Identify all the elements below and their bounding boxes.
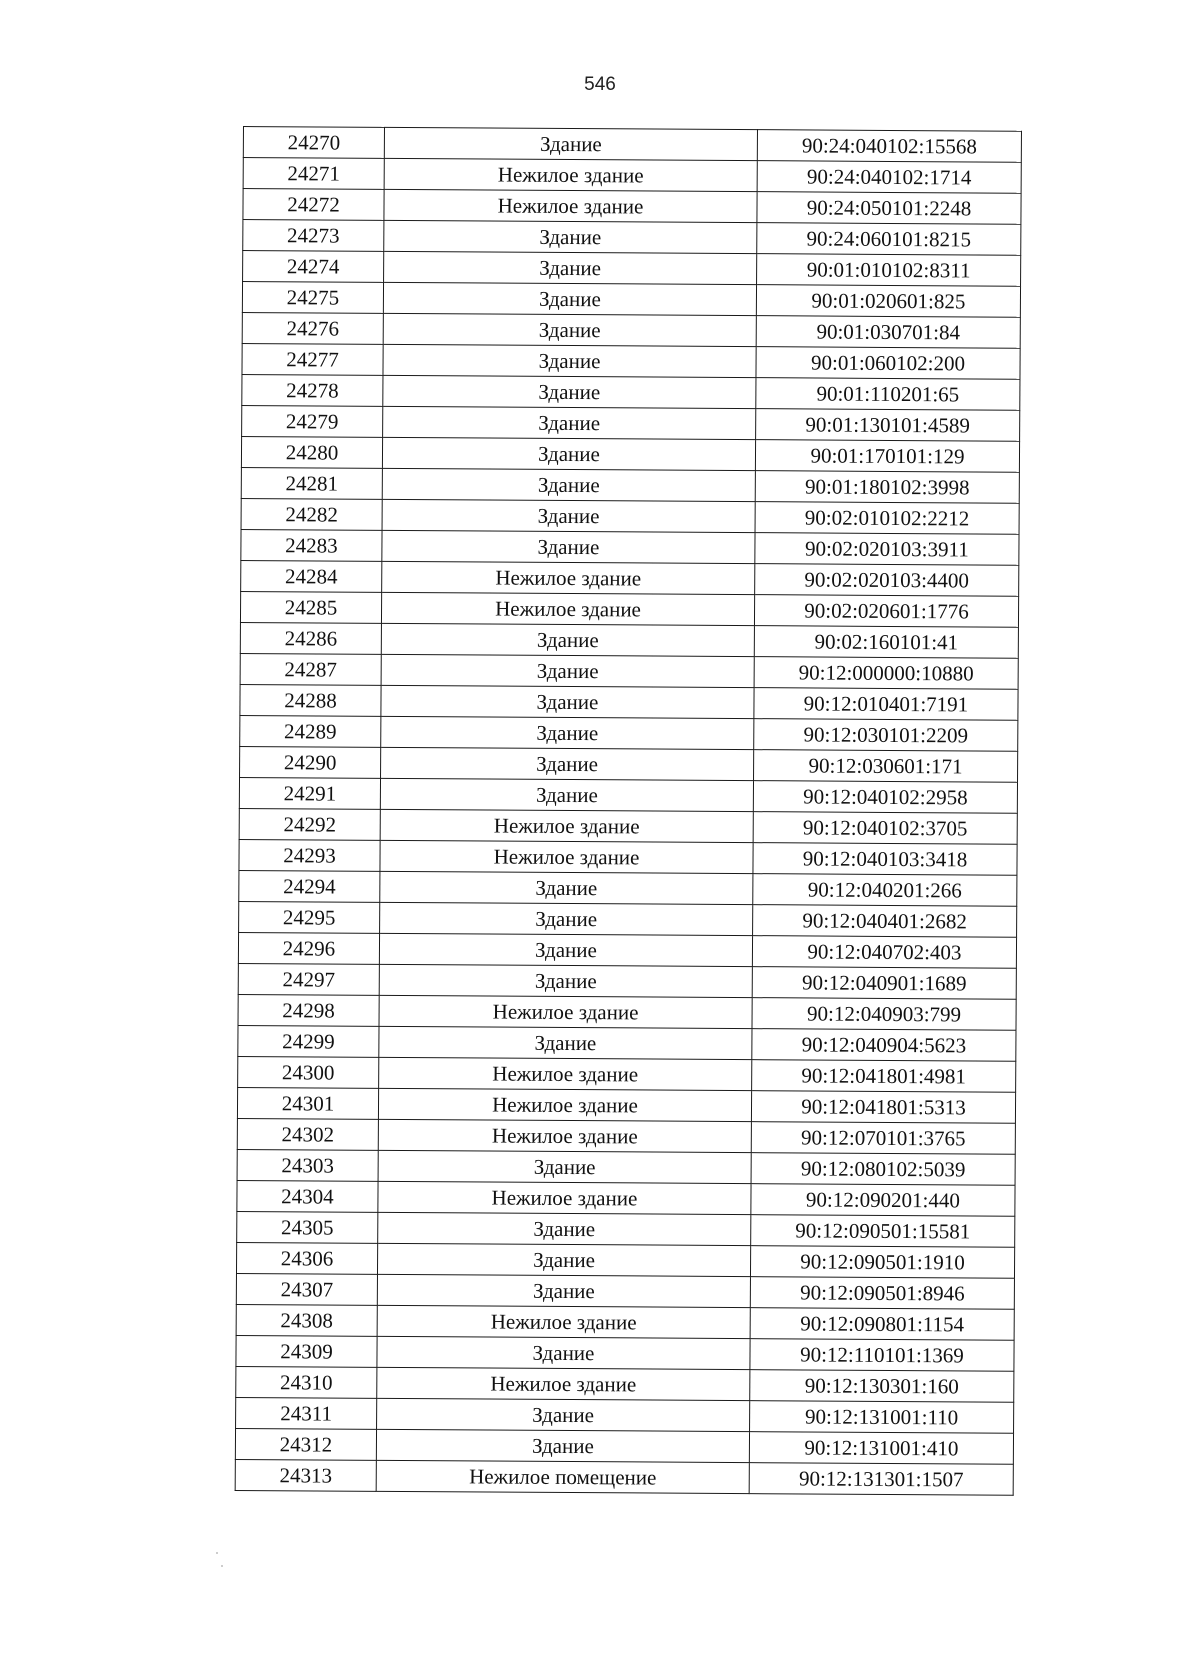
cadastral-number-cell: 90:01:180102:3998	[755, 471, 1019, 504]
table-row	[236, 1366, 1014, 1402]
table-row	[237, 1118, 1015, 1154]
object-type-cell: Здание	[381, 685, 754, 718]
table-row	[236, 1397, 1014, 1433]
cadastral-number-cell: 90:12:070101:3765	[751, 1122, 1015, 1155]
record-number-cell: 24288	[240, 684, 381, 716]
object-type-cell: Нежилое здание	[379, 1057, 752, 1090]
object-type-cell: Здание	[382, 468, 755, 501]
object-type-cell: Здание	[377, 1274, 750, 1307]
table-row	[237, 1180, 1015, 1216]
table-row	[243, 158, 1021, 194]
cadastral-number-cell: 90:01:010102:8311	[757, 254, 1021, 287]
cadastral-number-cell: 90:02:020103:3911	[755, 533, 1019, 566]
record-number-cell: 24271	[243, 158, 384, 190]
object-type-cell: Здание	[381, 716, 754, 749]
scan-speck	[221, 1565, 223, 1567]
table-row	[235, 1459, 1013, 1495]
object-type-cell: Здание	[380, 778, 753, 811]
cadastral-number-cell: 90:12:040401:2682	[753, 905, 1017, 938]
table-row	[241, 436, 1019, 472]
object-type-cell: Нежилое здание	[384, 189, 757, 222]
cadastral-number-cell: 90:12:090501:8946	[750, 1277, 1014, 1310]
object-type-cell: Здание	[382, 499, 755, 532]
cadastral-number-cell: 90:12:030101:2209	[754, 719, 1018, 752]
cadastral-number-cell: 90:02:010102:2212	[755, 502, 1019, 535]
table-row	[240, 684, 1018, 720]
table-row	[236, 1335, 1014, 1371]
table-row	[242, 312, 1020, 348]
object-type-cell: Здание	[383, 406, 756, 439]
record-number-cell: 24306	[236, 1242, 377, 1274]
cadastral-number-cell: 90:12:040201:266	[753, 874, 1017, 907]
record-number-cell: 24311	[236, 1397, 377, 1429]
table-row	[237, 1211, 1015, 1247]
cadastral-number-cell: 90:02:020601:1776	[754, 595, 1018, 628]
object-type-cell: Здание	[377, 1243, 750, 1276]
record-number-cell: 24297	[238, 963, 379, 995]
object-type-cell: Здание	[383, 282, 756, 315]
record-number-cell: 24272	[243, 189, 384, 221]
table-row	[243, 220, 1021, 256]
object-type-cell: Нежилое здание	[384, 158, 757, 191]
object-type-cell: Здание	[379, 933, 752, 966]
table-row	[241, 529, 1019, 565]
record-number-cell: 24302	[237, 1118, 378, 1150]
record-number-cell: 24270	[243, 127, 384, 159]
object-type-cell: Нежилое здание	[377, 1305, 750, 1338]
table-row	[240, 653, 1018, 689]
cadastral-number-cell: 90:12:080102:5039	[751, 1153, 1015, 1186]
record-number-cell: 24308	[236, 1304, 377, 1336]
record-number-cell: 24301	[237, 1087, 378, 1119]
record-number-cell: 24305	[237, 1211, 378, 1243]
cadastral-number-cell: 90:02:020103:4400	[755, 564, 1019, 597]
record-number-cell: 24304	[237, 1180, 378, 1212]
cadastral-number-cell: 90:12:041801:5313	[751, 1091, 1015, 1124]
record-number-cell: 24274	[243, 251, 384, 283]
table-row	[242, 374, 1020, 410]
object-type-cell: Здание	[382, 530, 755, 563]
cadastral-number-cell: 90:12:130301:160	[750, 1370, 1014, 1403]
table-row	[240, 622, 1018, 658]
table-row	[243, 127, 1021, 163]
table-row	[241, 467, 1019, 503]
table-row	[237, 1087, 1015, 1123]
object-type-cell: Здание	[377, 1336, 750, 1369]
table-row	[239, 901, 1017, 937]
cadastral-number-cell: 90:01:170101:129	[755, 440, 1019, 473]
object-type-cell: Нежилое здание	[382, 561, 755, 594]
object-type-cell: Нежилое здание	[380, 809, 753, 842]
table-row	[236, 1273, 1014, 1309]
table-row	[240, 715, 1018, 751]
cadastral-number-cell: 90:12:040904:5623	[752, 1029, 1016, 1062]
record-number-cell: 24276	[242, 312, 383, 344]
property-register-table	[235, 126, 1022, 1496]
record-number-cell: 24287	[240, 653, 381, 685]
object-type-cell: Здание	[378, 1150, 751, 1183]
record-number-cell: 24281	[241, 467, 382, 499]
object-type-cell: Нежилое здание	[380, 840, 753, 873]
record-number-cell: 24313	[235, 1459, 376, 1491]
table-row	[241, 560, 1019, 596]
record-number-cell: 24298	[238, 994, 379, 1026]
record-number-cell: 24296	[238, 932, 379, 964]
object-type-cell: Здание	[377, 1398, 750, 1431]
table-row	[238, 1025, 1016, 1061]
cadastral-number-cell: 90:24:050101:2248	[757, 192, 1021, 225]
record-number-cell: 24286	[240, 622, 381, 654]
object-type-cell: Здание	[383, 375, 756, 408]
cadastral-number-cell: 90:12:131301:1507	[749, 1463, 1013, 1496]
table-row	[242, 343, 1020, 379]
object-type-cell: Здание	[379, 964, 752, 997]
record-number-cell: 24289	[240, 715, 381, 747]
table-body	[235, 127, 1021, 1496]
record-number-cell: 24273	[243, 220, 384, 252]
record-number-cell: 24299	[238, 1025, 379, 1057]
table-row	[236, 1242, 1014, 1278]
table-row	[238, 932, 1016, 968]
cadastral-number-cell: 90:12:131001:410	[749, 1432, 1013, 1465]
cadastral-number-cell: 90:12:041801:4981	[752, 1060, 1016, 1093]
record-number-cell: 24280	[241, 436, 382, 468]
object-type-cell: Здание	[383, 344, 756, 377]
object-type-cell: Здание	[381, 747, 754, 780]
cadastral-number-cell: 90:12:040102:3705	[753, 812, 1017, 845]
table-row	[237, 1149, 1015, 1185]
table-row	[235, 1428, 1013, 1464]
table-row	[239, 777, 1017, 813]
object-type-cell: Нежилое здание	[378, 1088, 751, 1121]
record-number-cell: 24278	[242, 374, 383, 406]
record-number-cell: 24275	[242, 282, 383, 314]
object-type-cell: Здание	[384, 251, 757, 284]
table-row	[238, 994, 1016, 1030]
object-type-cell: Здание	[376, 1429, 749, 1462]
record-number-cell: 24290	[240, 746, 381, 778]
cadastral-number-cell: 90:01:110201:65	[756, 378, 1020, 411]
page-number: 546	[584, 74, 616, 95]
cadastral-number-cell: 90:12:090201:440	[751, 1184, 1015, 1217]
record-number-cell: 24292	[239, 808, 380, 840]
cadastral-number-cell: 90:12:131001:110	[750, 1401, 1014, 1434]
table-row	[238, 1056, 1016, 1092]
record-number-cell: 24285	[240, 591, 381, 623]
object-type-cell: Здание	[384, 220, 757, 253]
table-row	[238, 963, 1016, 999]
record-number-cell: 24300	[238, 1056, 379, 1088]
record-number-cell: 24293	[239, 839, 380, 871]
cadastral-number-cell: 90:12:110101:1369	[750, 1339, 1014, 1372]
table-row	[243, 189, 1021, 225]
object-type-cell: Нежилое здание	[378, 1119, 751, 1152]
record-number-cell: 24294	[239, 870, 380, 902]
record-number-cell: 24284	[241, 560, 382, 592]
table-row	[243, 251, 1021, 287]
record-number-cell: 24283	[241, 529, 382, 561]
object-type-cell: Здание	[380, 871, 753, 904]
cadastral-number-cell: 90:12:040702:403	[752, 936, 1016, 969]
record-number-cell: 24277	[242, 343, 383, 375]
object-type-cell: Здание	[379, 1026, 752, 1059]
table-row	[242, 405, 1020, 441]
table-row	[239, 808, 1017, 844]
cadastral-number-cell: 90:12:040903:799	[752, 998, 1016, 1031]
table-row	[242, 282, 1020, 318]
table-row	[240, 746, 1018, 782]
object-type-cell: Нежилое здание	[378, 1181, 751, 1214]
cadastral-number-cell: 90:24:040102:1714	[757, 161, 1021, 194]
cadastral-number-cell: 90:02:160101:41	[754, 626, 1018, 659]
cadastral-number-cell: 90:01:030701:84	[756, 316, 1020, 349]
object-type-cell: Нежилое здание	[381, 592, 754, 625]
table-row	[240, 591, 1018, 627]
object-type-cell: Нежилое помещение	[376, 1460, 749, 1493]
table-row	[239, 870, 1017, 906]
cadastral-number-cell: 90:12:010401:7191	[754, 688, 1018, 721]
object-type-cell: Нежилое здание	[377, 1367, 750, 1400]
object-type-cell: Здание	[378, 1212, 751, 1245]
object-type-cell: Здание	[380, 902, 753, 935]
record-number-cell: 24282	[241, 498, 382, 530]
scan-speck	[216, 1552, 218, 1554]
cadastral-number-cell: 90:12:000000:10880	[754, 657, 1018, 690]
object-type-cell: Здание	[383, 313, 756, 346]
object-type-cell: Здание	[382, 437, 755, 470]
object-type-cell: Здание	[381, 654, 754, 687]
cadastral-number-cell: 90:12:030601:171	[754, 750, 1018, 783]
table-row	[236, 1304, 1014, 1340]
cadastral-number-cell: 90:12:090801:1154	[750, 1308, 1014, 1341]
cadastral-number-cell: 90:01:020601:825	[756, 285, 1020, 318]
cadastral-number-cell: 90:12:090501:1910	[750, 1246, 1014, 1279]
cadastral-number-cell: 90:12:090501:15581	[751, 1215, 1015, 1248]
cadastral-number-cell: 90:24:060101:8215	[757, 223, 1021, 256]
cadastral-number-cell: 90:24:040102:15568	[757, 130, 1021, 163]
record-number-cell: 24291	[239, 777, 380, 809]
cadastral-number-cell: 90:12:040901:1689	[752, 967, 1016, 1000]
record-number-cell: 24310	[236, 1366, 377, 1398]
cadastral-number-cell: 90:12:040103:3418	[753, 843, 1017, 876]
record-number-cell: 24295	[239, 901, 380, 933]
record-number-cell: 24309	[236, 1335, 377, 1367]
cadastral-number-cell: 90:01:130101:4589	[756, 409, 1020, 442]
record-number-cell: 24307	[236, 1273, 377, 1305]
record-number-cell: 24303	[237, 1149, 378, 1181]
cadastral-number-cell: 90:12:040102:2958	[753, 781, 1017, 814]
table-row	[239, 839, 1017, 875]
record-number-cell: 24279	[242, 405, 383, 437]
object-type-cell: Здание	[381, 623, 754, 656]
cadastral-number-cell: 90:01:060102:200	[756, 347, 1020, 380]
object-type-cell: Здание	[384, 127, 757, 160]
record-number-cell: 24312	[235, 1428, 376, 1460]
object-type-cell: Нежилое здание	[379, 995, 752, 1028]
table-row	[241, 498, 1019, 534]
